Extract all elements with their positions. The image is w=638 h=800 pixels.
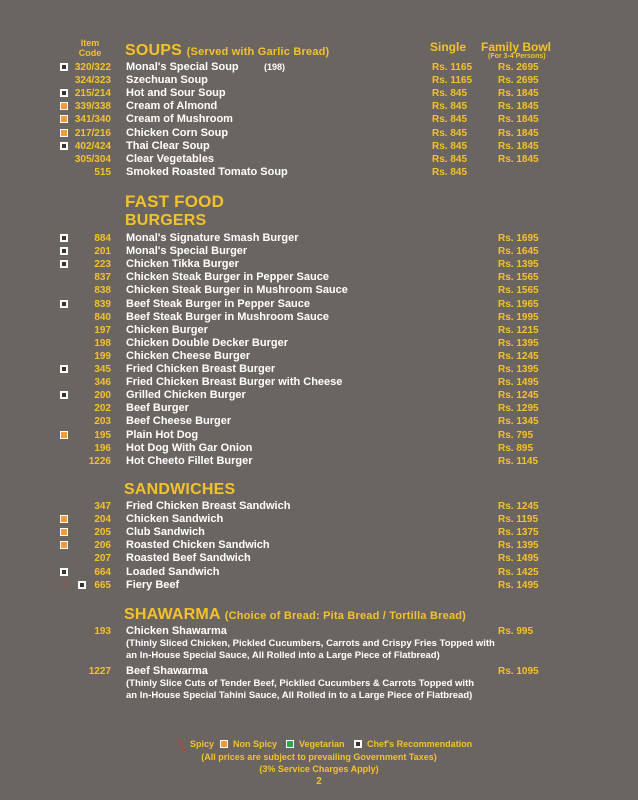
item-name: Fried Chicken Breast Burger xyxy=(126,363,276,375)
item-code: 339/338 xyxy=(74,101,111,113)
item-name: Hot and Sour Soup xyxy=(126,87,226,100)
menu-item xyxy=(0,271,638,284)
single-price: Rs. 1165 xyxy=(432,75,473,87)
item-code: 206 xyxy=(94,540,111,552)
fast-food-heading: FAST FOOD xyxy=(125,192,225,211)
item-name: Monal's Signature Smash Burger xyxy=(126,232,299,244)
single-price: Rs. 845 xyxy=(432,127,468,139)
item-price: Rs. 1565 xyxy=(498,285,539,297)
item-name: Thai Clear Soup xyxy=(126,139,210,152)
menu-item xyxy=(0,429,638,442)
item-code: 199 xyxy=(94,350,111,362)
description-line: (Thinly Sliced Chicken, Pickled Cucumbers, Carrots and Crispy Fries Topped with xyxy=(126,638,495,649)
family-price: Rs. 2695 xyxy=(498,62,539,73)
item-code: 1226 xyxy=(88,455,111,467)
item-name: Chicken Burger xyxy=(126,323,208,336)
code-label: Code xyxy=(78,48,102,58)
description-line: an In-House Special Sauce, All Rolled into a Large Piece of Flatbread) xyxy=(126,650,440,661)
non-spicy-icon xyxy=(60,515,68,523)
item-code: 884 xyxy=(94,233,111,244)
item-code: 320/322 xyxy=(74,62,111,73)
item-name: Hot Dog With Gar Onion xyxy=(126,441,253,454)
item-code: 345 xyxy=(94,364,111,375)
item-name: Beef Steak Burger in Mushroom Sauce xyxy=(126,310,329,323)
item-name: Fried Chicken Breast Sandwich xyxy=(126,500,291,512)
chef-hat-icon xyxy=(60,63,68,71)
menu-item xyxy=(0,552,638,565)
family-price: Rs. 2695 xyxy=(498,75,539,87)
item-code: 305/304 xyxy=(74,153,111,165)
chef-hat-icon xyxy=(60,89,68,97)
menu-item xyxy=(0,442,638,455)
menu-item xyxy=(0,140,638,153)
item-name: Chicken Sandwich xyxy=(126,513,224,526)
item-name: Monal's Special Soup xyxy=(126,61,239,73)
item-code: 207 xyxy=(94,553,111,565)
family-bowl-subheader: (For 3-4 Persons) xyxy=(488,53,546,60)
item-name: Beef Cheese Burger xyxy=(126,415,232,428)
item-name: Chicken Cheese Burger xyxy=(126,349,251,362)
item-name: Loaded Sandwich xyxy=(126,565,220,578)
item-price: Rs. 1395 xyxy=(498,337,539,349)
item-code: 201 xyxy=(94,246,111,258)
item-name: Monal's Special Burger xyxy=(126,245,248,258)
item-price: Rs. 1395 xyxy=(498,259,539,271)
item-code: 215/214 xyxy=(74,88,111,100)
description-line: (Thinly Slice Cuts of Tender Beef, Picklled Cucumbers & Carrots Topped with xyxy=(126,678,475,689)
single-price: Rs. 1165 xyxy=(432,62,473,73)
chili-icon: ⤵ xyxy=(60,579,70,590)
item-price: Rs. 1245 xyxy=(498,350,539,362)
item-code: 193 xyxy=(94,626,111,637)
menu-item xyxy=(0,526,638,539)
item-code: 341/340 xyxy=(74,114,111,126)
item-name: Chicken Steak Burger in Pepper Sauce xyxy=(126,271,329,284)
item-price: Rs. 1395 xyxy=(498,364,539,375)
vegetarian-icon xyxy=(286,740,294,748)
burgers-heading: BURGERS xyxy=(125,212,207,229)
item-name: Cream of Almond xyxy=(126,100,218,113)
menu-item xyxy=(0,376,638,389)
tax-note: (All prices are subject to prevailing Government Taxes) xyxy=(201,752,437,762)
item-code: 198 xyxy=(94,337,111,349)
family-price: Rs. 1845 xyxy=(498,140,539,152)
item-price: Rs. 1195 xyxy=(498,514,539,526)
menu-item xyxy=(0,258,638,271)
item-code: 402/424 xyxy=(74,140,111,152)
item-name: Beef Shawarma xyxy=(126,665,208,677)
item-code: 223 xyxy=(94,259,111,271)
item-name: Fiery Beef xyxy=(126,578,180,591)
menu-item xyxy=(0,402,638,415)
menu-item xyxy=(0,350,638,363)
single-price: Rs. 845 xyxy=(432,153,468,165)
item-code: 204 xyxy=(94,514,111,526)
menu-item xyxy=(0,153,638,166)
menu-item xyxy=(0,245,638,258)
item-description xyxy=(126,638,506,662)
item-name: Chicken Corn Soup xyxy=(126,126,229,139)
item-code: 203 xyxy=(94,416,111,428)
menu-item xyxy=(0,389,638,402)
menu-item xyxy=(0,232,638,245)
item-name: Szechuan Soup xyxy=(126,74,208,87)
item-code: 840 xyxy=(94,311,111,323)
single-column-header: Single xyxy=(430,40,467,54)
item-name: Hot Cheeto Fillet Burger xyxy=(126,454,253,467)
legend-vegetarian-label: Vegetarian xyxy=(299,739,345,749)
item-code: 202 xyxy=(94,403,111,415)
family-price: Rs. 1845 xyxy=(498,153,539,165)
legend-chef-label: Chef's Recommendation xyxy=(367,739,473,749)
item-code: 347 xyxy=(94,501,111,512)
item-code: 217/216 xyxy=(74,127,111,139)
item-price: Rs. 1395 xyxy=(498,540,539,552)
item-price: Rs. 1965 xyxy=(498,298,539,310)
item-code: 1227 xyxy=(88,666,111,677)
menu-item xyxy=(0,500,638,513)
menu-item xyxy=(0,455,638,468)
single-price: Rs. 845 xyxy=(432,114,468,126)
family-price: Rs. 1845 xyxy=(498,88,539,100)
menu-item xyxy=(0,363,638,376)
item-price: Rs. 1495 xyxy=(498,553,539,565)
item-price: Rs. 1095 xyxy=(498,666,539,677)
item-price: Rs. 1425 xyxy=(498,566,539,578)
chef-hat-icon xyxy=(60,300,68,308)
item-name: Beef Steak Burger in Pepper Sauce xyxy=(126,297,311,310)
item-price: Rs. 1495 xyxy=(498,579,539,591)
menu-item xyxy=(0,311,638,324)
item-name: Club Sandwich xyxy=(126,526,205,539)
item-name: Fried Chicken Breast Burger with Cheese xyxy=(126,376,343,389)
chef-hat-icon xyxy=(60,391,68,399)
item-price: Rs. 895 xyxy=(498,442,534,454)
menu-item xyxy=(0,113,638,126)
item-name: Grilled Chicken Burger xyxy=(126,389,246,402)
item-price: Rs. 995 xyxy=(498,626,534,637)
chef-hat-icon xyxy=(354,740,362,748)
item-price: Rs. 1565 xyxy=(498,272,539,284)
item-price: Rs. 1345 xyxy=(498,416,539,428)
legend-spicy-label: Spicy xyxy=(190,739,215,749)
menu-item xyxy=(0,625,638,638)
chef-hat-icon xyxy=(60,247,68,255)
item-description xyxy=(126,678,506,702)
page-number: 2 xyxy=(316,776,322,787)
item-code: 515 xyxy=(94,166,111,178)
single-price: Rs. 845 xyxy=(432,166,468,178)
menu-item xyxy=(0,665,638,678)
item-name: Chicken Shawarma xyxy=(126,625,227,637)
item-price: Rs. 1695 xyxy=(498,233,539,244)
item-code: 838 xyxy=(94,285,111,297)
description-line: an In-House Special Tahini Sauce, All Rolled in to a Large Piece of Flatbread) xyxy=(126,690,473,701)
single-price: Rs. 845 xyxy=(432,88,468,100)
chef-hat-icon xyxy=(60,142,68,150)
item-code: 665 xyxy=(94,579,111,591)
menu-item xyxy=(0,579,638,592)
item-note: (198) xyxy=(264,62,286,72)
non-spicy-icon xyxy=(60,528,68,536)
shawarma-subtitle: (Choice of Bread: Pita Bread / Tortilla Bread) xyxy=(224,610,467,622)
item-name: Roasted Chicken Sandwich xyxy=(126,539,270,552)
item-name: Smoked Roasted Tomato Soup xyxy=(126,165,288,178)
item-code: 839 xyxy=(94,298,111,310)
family-price: Rs. 1845 xyxy=(498,114,539,126)
menu-item xyxy=(0,337,638,350)
item-name: Chicken Steak Burger in Mushroom Sauce xyxy=(126,284,348,297)
menu-item xyxy=(0,100,638,113)
single-price: Rs. 845 xyxy=(432,101,468,113)
chef-hat-icon xyxy=(78,581,86,589)
item-price: Rs. 1215 xyxy=(498,324,539,336)
non-spicy-icon xyxy=(60,115,68,123)
item-name: Beef Burger xyxy=(126,402,189,415)
item-name: Plain Hot Dog xyxy=(126,428,199,441)
item-code: 664 xyxy=(94,566,111,578)
item-code: 346 xyxy=(94,377,111,389)
chili-icon: ⤵ xyxy=(176,742,186,753)
menu-item xyxy=(0,566,638,579)
family-price: Rs. 1845 xyxy=(498,101,539,113)
menu-item xyxy=(0,415,638,428)
item-price: Rs. 1295 xyxy=(498,403,539,415)
item-label: Item xyxy=(80,38,100,48)
item-price: Rs. 1645 xyxy=(498,246,539,258)
item-code: 324/323 xyxy=(74,75,111,87)
item-name: Chicken Tikka Burger xyxy=(126,258,239,271)
menu-item xyxy=(0,513,638,526)
menu-item xyxy=(0,539,638,552)
legend-non-spicy-label: Non Spicy xyxy=(233,739,278,749)
menu-item xyxy=(0,87,638,100)
item-code: 197 xyxy=(94,324,111,336)
family-price: Rs. 1845 xyxy=(498,127,539,139)
shawarma-title: SHAWARMA xyxy=(124,606,221,623)
non-spicy-icon xyxy=(60,129,68,137)
non-spicy-icon xyxy=(60,541,68,549)
soups-title: SOUPS xyxy=(125,42,183,59)
chef-hat-icon xyxy=(60,260,68,268)
item-price: Rs. 1145 xyxy=(498,455,539,467)
item-code: 205 xyxy=(94,527,111,539)
menu-item xyxy=(0,166,638,179)
item-price: Rs. 1495 xyxy=(498,377,539,389)
menu-item xyxy=(0,284,638,297)
item-name: Roasted Beef Sandwich xyxy=(126,552,251,565)
item-name: Chicken Double Decker Burger xyxy=(126,336,288,349)
menu-item xyxy=(0,324,638,337)
item-price: Rs. 795 xyxy=(498,429,534,441)
item-price: Rs. 1245 xyxy=(498,501,539,512)
menu-item xyxy=(0,298,638,311)
single-price: Rs. 845 xyxy=(432,140,468,152)
item-price: Rs. 1995 xyxy=(498,311,539,323)
menu-item xyxy=(0,61,638,74)
item-code: 200 xyxy=(94,390,111,402)
item-price: Rs. 1245 xyxy=(498,390,539,402)
non-spicy-icon xyxy=(60,431,68,439)
chef-hat-icon xyxy=(60,365,68,373)
soups-subtitle: (Served with Garlic Bread) xyxy=(186,46,330,58)
soups-heading xyxy=(125,42,329,60)
item-code: 195 xyxy=(94,429,111,441)
menu-item xyxy=(0,127,638,140)
non-spicy-icon xyxy=(60,102,68,110)
sandwiches-heading: SANDWICHES xyxy=(124,481,236,498)
item-code: 196 xyxy=(94,442,111,454)
item-code-header xyxy=(70,38,110,58)
family-bowl-header: Family Bowl xyxy=(481,40,552,54)
item-price: Rs. 1375 xyxy=(498,527,539,539)
chef-hat-icon xyxy=(60,234,68,242)
menu-item xyxy=(0,74,638,87)
shawarma-heading xyxy=(124,606,466,624)
non-spicy-icon xyxy=(220,740,228,748)
service-charge-note: (3% Service Charges Apply) xyxy=(259,764,379,774)
item-name: Cream of Mushroom xyxy=(126,113,233,126)
item-name: Clear Vegetables xyxy=(126,152,215,165)
chef-hat-icon xyxy=(60,568,68,576)
item-code: 837 xyxy=(94,272,111,284)
